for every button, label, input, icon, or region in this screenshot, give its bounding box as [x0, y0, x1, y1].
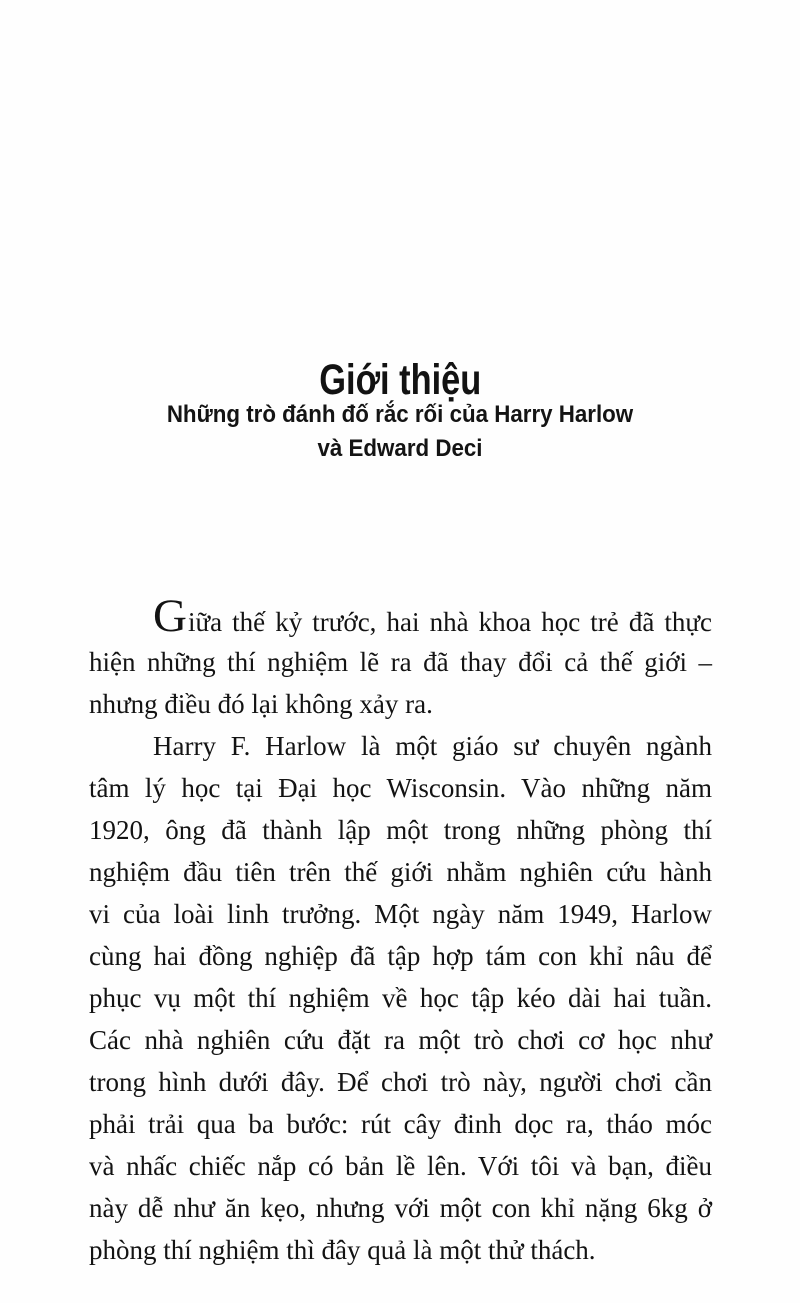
text-line: tâm lý học tại Đại học Wisconsin. Vào những năm — [89, 773, 712, 803]
text-line: này dễ như ăn kẹo, nhưng với một con khỉ nặng 6kg ở — [89, 1193, 712, 1223]
chapter-subtitle-line: Những trò đánh đố rắc rối của Harry Harlow — [166, 401, 634, 428]
text-line: Các nhà nghiên cứu đặt ra một trò chơi cơ học như — [89, 1025, 712, 1055]
text-line: vi của loài linh trưởng. Một ngày năm 1949, Harlow — [89, 899, 712, 929]
text-line: nhưng điều đó lại không xảy ra. — [89, 689, 433, 719]
chapter-subtitle — [28, 398, 772, 466]
chapter-subtitle-line: và Edward Deci — [317, 435, 483, 462]
body-text — [89, 590, 712, 1271]
text-line: nghiệm đầu tiên trên thế giới nhằm nghiên cứu hành — [89, 857, 712, 887]
initial-cap: G — [153, 590, 188, 642]
text-line: hiện những thí nghiệm lẽ ra đã thay đổi cả thế giới – — [89, 647, 712, 677]
text-line: 1920, ông đã thành lập một trong những phòng thí — [89, 815, 712, 845]
paragraph — [89, 590, 712, 725]
text-line: trong hình dưới đây. Để chơi trò này, người chơi cần — [89, 1067, 712, 1097]
paragraph — [89, 725, 712, 1271]
text-line: và nhấc chiếc nắp có bản lề lên. Với tôi và bạn, điều — [89, 1151, 712, 1181]
text-line: phòng thí nghiệm thì đây quả là một thử thách. — [89, 1235, 596, 1265]
text-line: phục vụ một thí nghiệm về học tập kéo dài hai tuần. — [89, 983, 712, 1013]
chapter-title-text: Giới thiệu — [318, 355, 482, 404]
text-line: Giữa thế kỷ trước, hai nhà khoa học trẻ đã thực — [153, 590, 712, 642]
text-line: phải trải qua ba bước: rút cây đinh dọc ra, tháo móc — [89, 1109, 712, 1139]
text-line: cùng hai đồng nghiệp đã tập hợp tám con khỉ nâu để — [89, 941, 712, 971]
text-line: Harry F. Harlow là một giáo sư chuyên ngành — [153, 731, 712, 761]
